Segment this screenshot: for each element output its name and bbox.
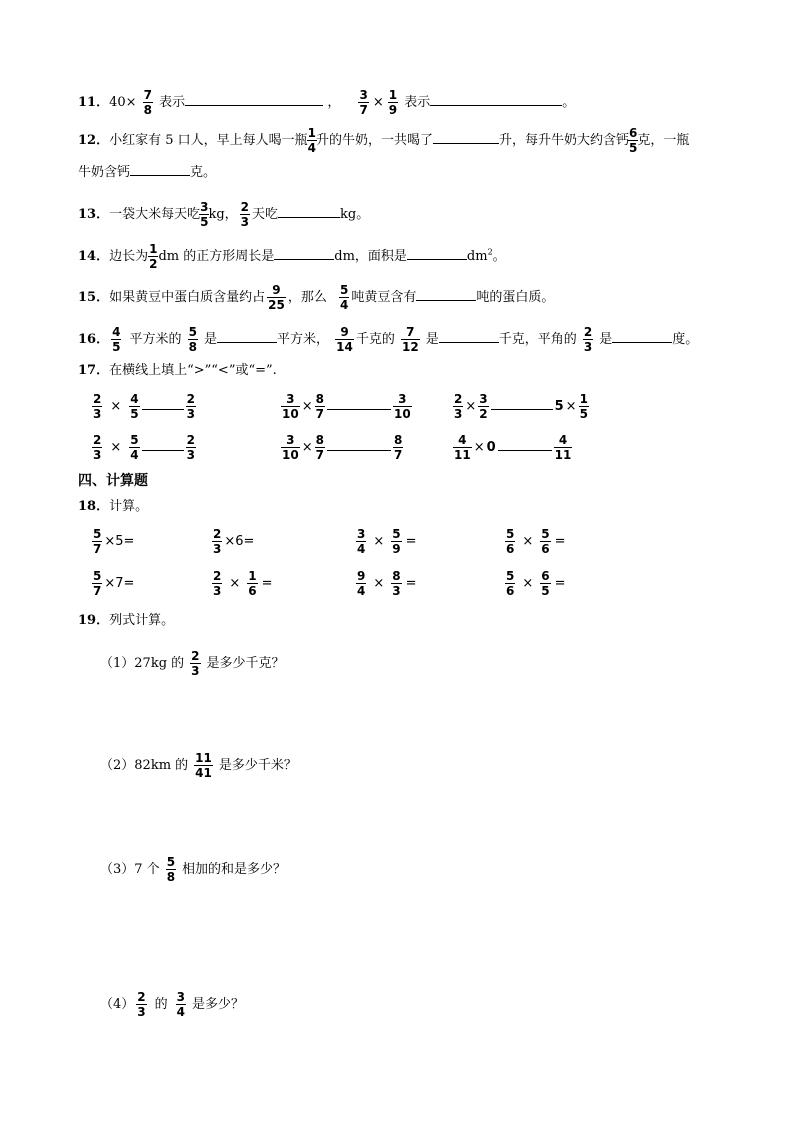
question-15: 15．如果黄豆中蛋白质含量约占 $\frac{9}{25}$ ，那么 $\frac{5}{4}$ 吨黄豆含有 吨的蛋白质。 xyxy=(78,283,555,312)
fraction: $\frac{5}{8}$ xyxy=(188,325,197,354)
compare-item: $\frac{2}{3}$ × $\frac{5}{4}$ $\frac{2}{3}$ xyxy=(93,433,195,462)
section-heading: 四、计算题 xyxy=(78,473,148,489)
question-17: 17．在横线上填上“>”“<”或“=”. xyxy=(78,363,277,378)
answer-blank[interactable] xyxy=(130,163,190,176)
calc-item: $\frac{5}{6}$ × $\frac{6}{5}$ = xyxy=(506,569,566,598)
compare-blank[interactable] xyxy=(327,397,391,410)
compare-blank[interactable] xyxy=(327,438,391,451)
word-problem-3: （3）7 个 $\frac{5}{8}$ 相加的和是多少？ xyxy=(100,855,287,884)
question-19: 19．列式计算。 xyxy=(78,613,175,628)
answer-blank[interactable] xyxy=(185,93,323,106)
word-problem-1: （1）27kg 的 $\frac{2}{3}$ 是多少千克？ xyxy=(100,649,285,678)
compare-item: $\frac{3}{10}$ × $\frac{8}{7}$ $\frac{8}{7}$ xyxy=(282,433,403,462)
question-13: 13．一袋大米每天吃 $\frac{3}{5}$ kg， $\frac{2}{3}$ 天吃 kg。 xyxy=(78,200,370,229)
answer-blank[interactable] xyxy=(407,247,467,260)
fraction: $\frac{4}{5}$ xyxy=(112,325,121,354)
question-14: 14．边长为 $\frac{1}{2}$ dm 的正方形周长是 dm，面积是 $dm^2$。 xyxy=(78,242,506,271)
compare-blank[interactable] xyxy=(498,438,552,451)
fraction: $\frac{5}{4}$ xyxy=(339,283,349,312)
answer-blank[interactable] xyxy=(416,288,476,301)
calc-item: $\frac{2}{3}$ ×6= xyxy=(213,527,255,556)
compare-blank[interactable] xyxy=(491,397,553,410)
compare-blank[interactable] xyxy=(142,397,184,410)
fraction: $\frac{2}{3}$ xyxy=(583,325,593,354)
compare-item: $\frac{4}{11}$ × 0 $\frac{4}{11}$ xyxy=(454,433,572,462)
answer-blank[interactable] xyxy=(274,247,334,260)
calc-item: $\frac{9}{4}$ × $\frac{8}{3}$ = xyxy=(357,569,417,598)
calc-item: $\frac{5}{7}$ ×5= xyxy=(93,527,135,556)
fraction: $\frac{7}{8}$ xyxy=(143,88,153,117)
fraction: $\frac{7}{12}$ xyxy=(402,325,419,354)
calc-item: $\frac{5}{7}$ ×7= xyxy=(93,569,135,598)
compare-blank[interactable] xyxy=(142,438,184,451)
question-16: 16． $\frac{4}{5}$ 平方米的 $\frac{5}{8}$ 是 平方米， $\frac{9}{14}$ 千克的 $\frac{7}{12}$ 是 千克，平角的 $\frac{2}{3}$ 是 度。 xyxy=(78,325,699,354)
question-12: 12．小红家有 5 口人，早上每人喝一瓶 $\frac{1}{4}$ 升的牛奶，一共喝了 升，每升牛奶大约含钙 $\frac{6}{5}$ 克，一瓶 xyxy=(78,126,690,155)
compare-item: $\frac{2}{3}$ × $\frac{4}{5}$ $\frac{2}{3}$ xyxy=(93,392,195,421)
answer-blank[interactable] xyxy=(439,330,499,343)
question-11: 11．40× $\frac{7}{8}$ 表示 ， $\frac{3}{7}$ × $\frac{1}{9}$ 表示 。 xyxy=(78,88,576,117)
fraction: $\frac{3}{7}$ xyxy=(359,88,368,117)
fraction: $\frac{2}{3}$ xyxy=(240,200,250,229)
calc-item: $\frac{5}{6}$ × $\frac{5}{6}$ = xyxy=(506,527,566,556)
answer-blank[interactable] xyxy=(217,330,277,343)
question-12-cont: 牛奶含钙 克。 xyxy=(78,165,217,180)
fraction: $\frac{1}{9}$ xyxy=(388,88,398,117)
fraction: $\frac{9}{25}$ xyxy=(268,283,285,312)
question-18: 18．计算。 xyxy=(78,499,149,514)
answer-blank[interactable] xyxy=(612,330,672,343)
fraction: $\frac{6}{5}$ xyxy=(629,126,638,155)
fraction: $\frac{9}{14}$ xyxy=(336,325,353,354)
calc-item: $\frac{3}{4}$ × $\frac{5}{9}$ = xyxy=(357,527,417,556)
calc-item: $\frac{2}{3}$ × $\frac{1}{6}$ = xyxy=(213,569,273,598)
word-problem-2: （2）82km 的 $\frac{11}{41}$ 是多少千米？ xyxy=(100,751,297,780)
answer-blank[interactable] xyxy=(430,93,562,106)
fraction: $\frac{3}{5}$ xyxy=(200,200,209,229)
compare-item: $\frac{3}{10}$ × $\frac{8}{7}$ $\frac{3}{10}$ xyxy=(282,392,411,421)
fraction: $\frac{1}{4}$ xyxy=(307,126,316,155)
question-number: 11． xyxy=(78,95,110,110)
word-problem-4: （4） $\frac{2}{3}$ 的 $\frac{3}{4}$ 是多少？ xyxy=(100,990,245,1019)
answer-blank[interactable] xyxy=(278,205,340,218)
answer-blank[interactable] xyxy=(433,131,499,144)
fraction: $\frac{1}{2}$ xyxy=(149,242,158,271)
compare-item: $\frac{2}{3}$ × $\frac{3}{2}$ 5 × $\frac{1}{5}$ xyxy=(454,392,588,421)
